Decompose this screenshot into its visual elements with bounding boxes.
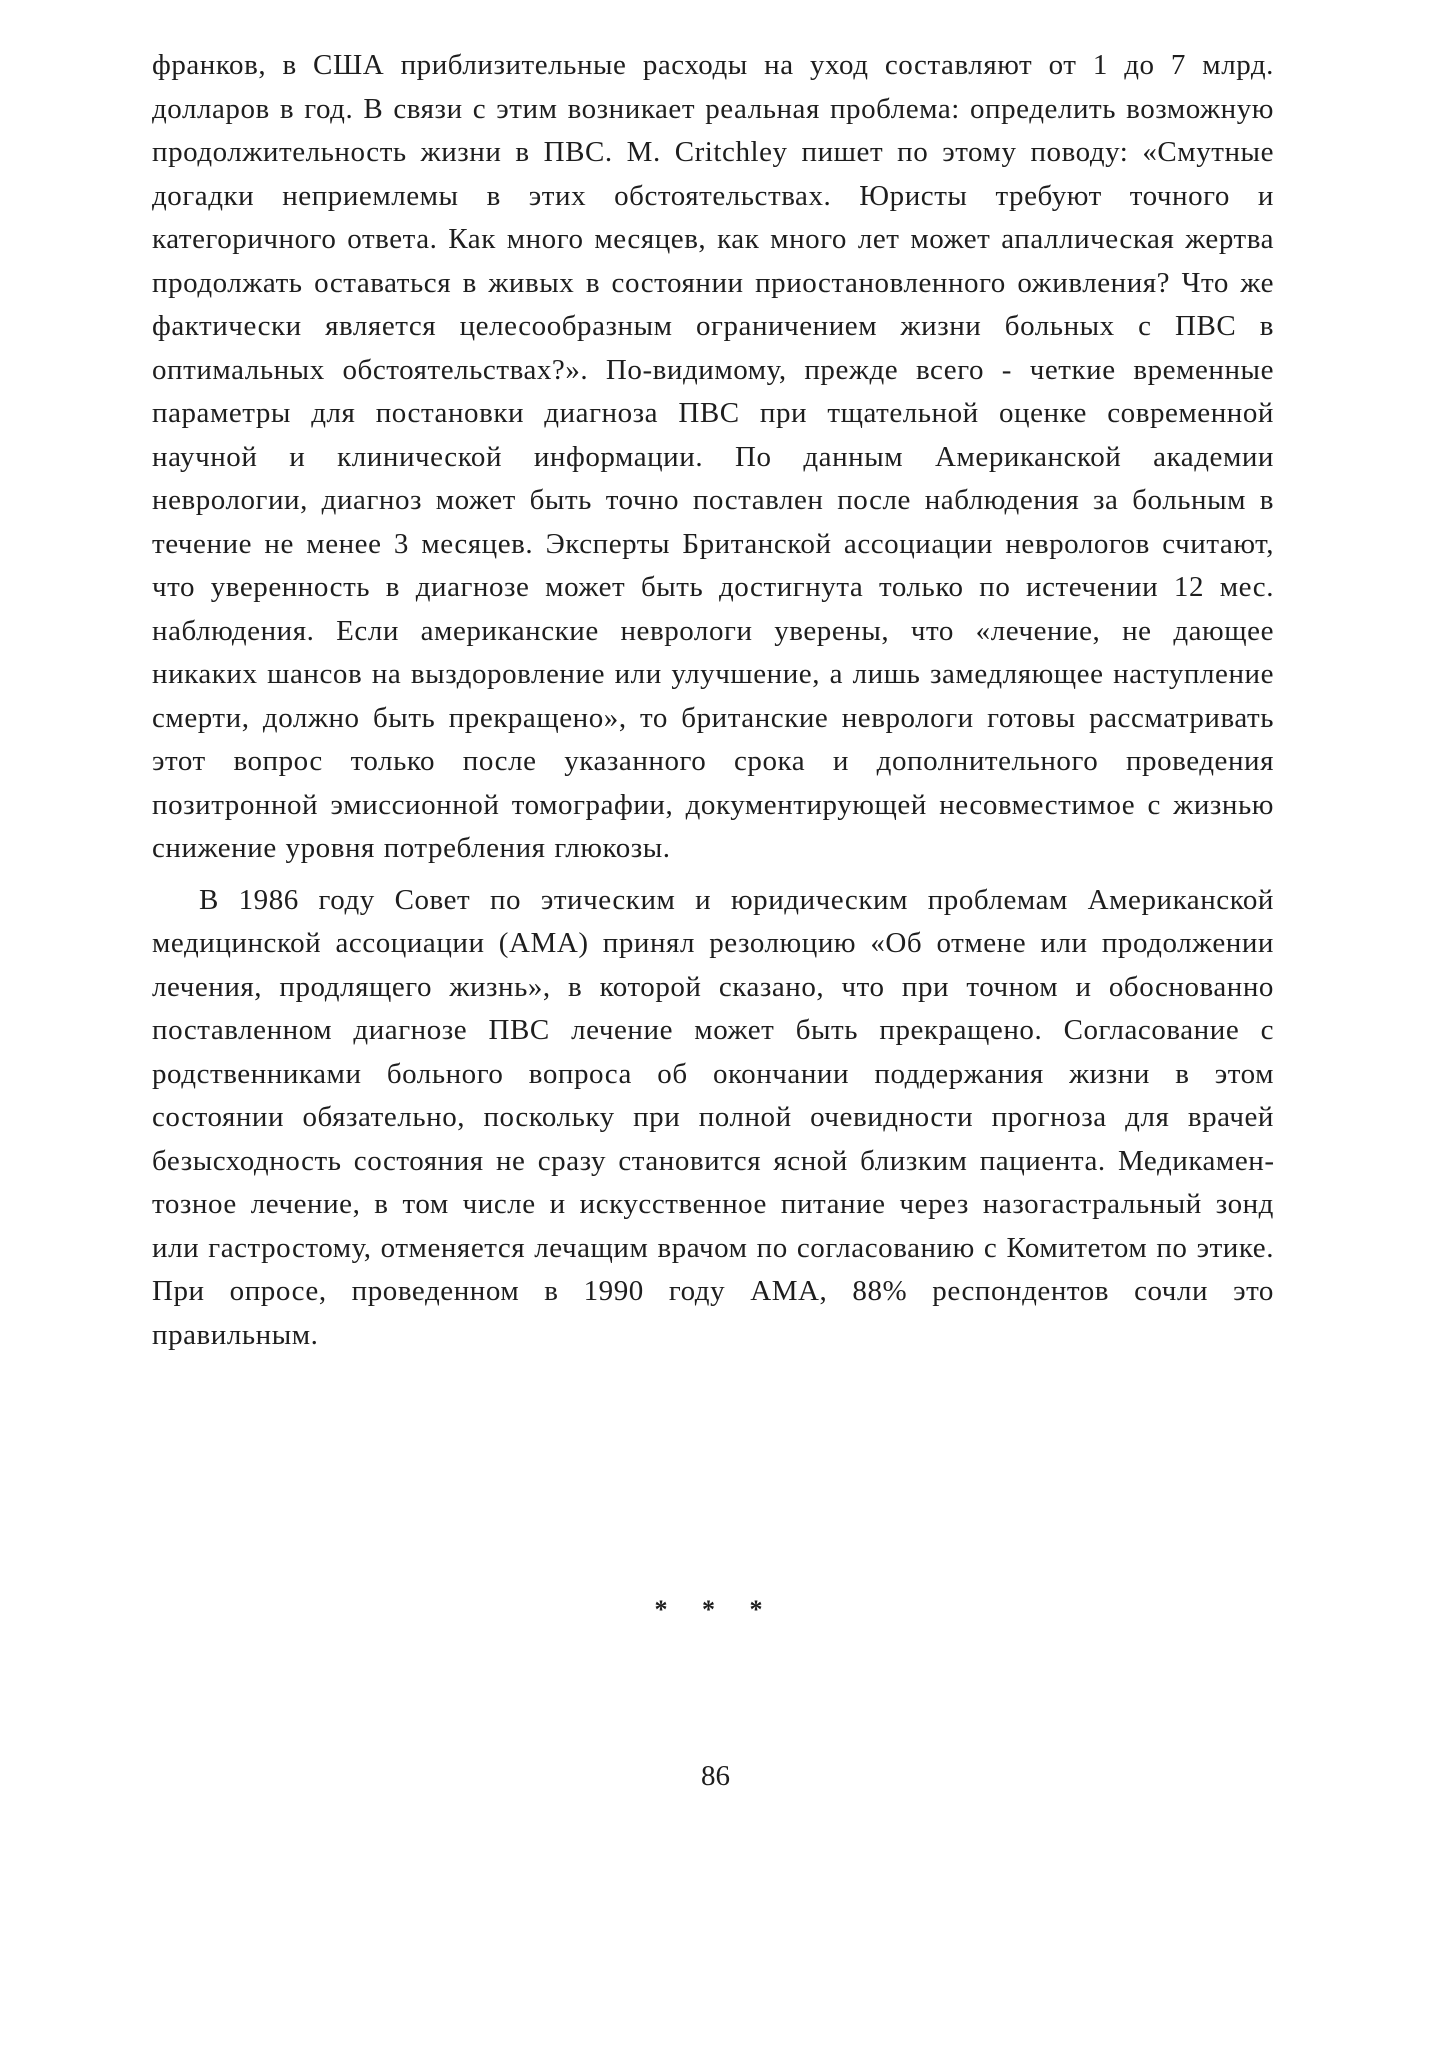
page-number: 86 [701,1760,730,1792]
paragraph-2: В 1986 году Совет по этическим и юридическим проблемам Американской медицинской ассоциации (АМА) принял резолюцию «Об отмене или продолжении лечения, продлящего жизнь», в которой сказано, что при точном и обоснованно поставленном диагнозе ПВС лечение может быть прекращено. Согласование с родственниками больного вопроса об окончании поддержания жизни в этом состоянии обязательно, поскольку при полной очевидности прогноза для врачей безысходность состояния не сразу становится ясной близким пациента. Медикаментозное лечение, в том числе и искусственное питание через назогастральный зонд или гастростому, отменяется лечащим врачом по согласованию с Комитетом по этике. При опросе, проведенном в 1990 году АМА, 88% респондентов сочли это правильным. [152,883,1274,1351]
paragraph-1: франков, в США приблизительные расходы на уход составляют от 1 до 7 млрд. долларов в год. В связи с этим возникает реальная проблема: определить возможную продолжительность жизни в ПВС. M. Critchley пишет по этому поводу: «Смутные догадки неприемлемы в этих обстоятельствах. Юристы требуют точного и категоричного ответа. Как много месяцев, как много лет может апаллическая жертва продолжать оставаться в живых в состоянии приостановленного оживления? Что же фактически является целесообразным ограничением жизни больных с ПВС в оптимальных обстоятельствах?». По-видимому, прежде всего - четкие временные параметры для постановки диагноза ПВС при тщательной оценке современной научной и клинической информации. По данным Американской академии неврологии, диагноз может быть точно поставлен после наблюдения за больным в течение не менее 3 месяцев. Эксперты Британской ассоциации неврологов считают, что уверенность в диагнозе может быть достигнута только по истечении 12 мес. наблюдения. Если американские неврологи уверены, что «лечение, не дающее никаких шансов на выздоровление или улучшение, а лишь замедляющее наступление смерти, должно быть прекращено», то британские неврологи готовы рассматривать этот вопрос только после указанного срока и дополнительного проведения позитронной эмиссионной томографии, документирующей несовместимое с жизнью снижение уровня потребления глюкозы. [152,49,1274,864]
body-text [152,44,1274,1357]
section-separator: * * * [654,1595,777,1624]
